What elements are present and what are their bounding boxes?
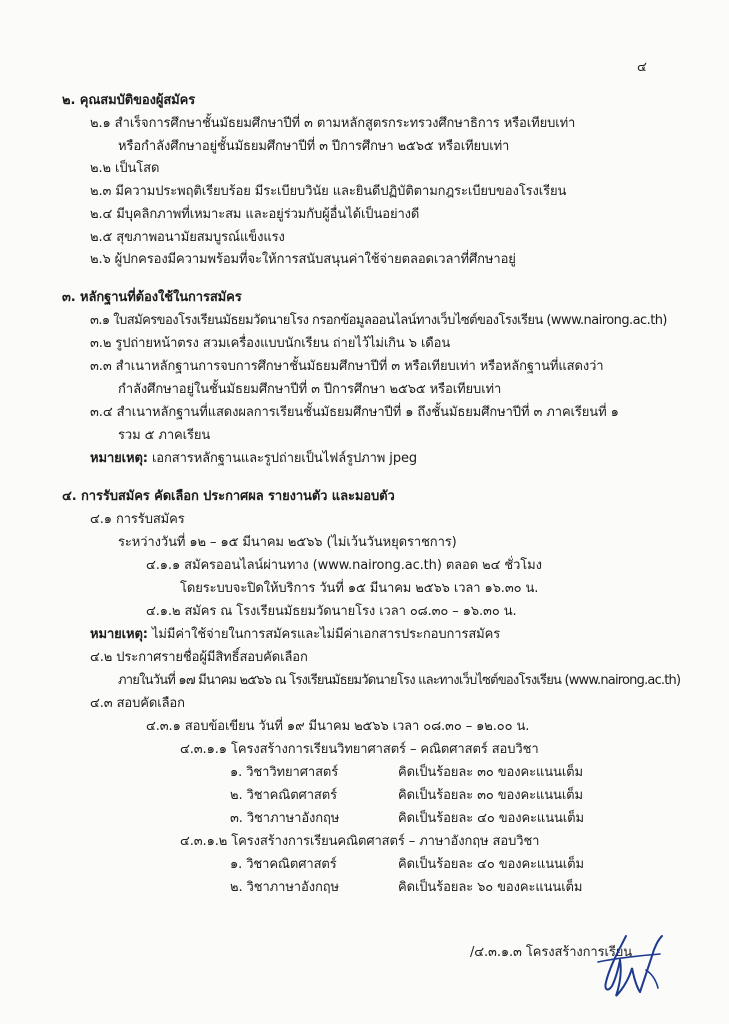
item-2-4: ๒.๔ มีบุคลิกภาพที่เหมาะสม และอยู่ร่วมกับผู้อื่นได้เป็นอย่างดี [90,207,420,222]
continuation-marker: /๔.๓.๑.๓ โครงสร้างการเรียน [470,945,633,960]
item-4-1-1-line1: ๔.๑.๑ สมัครออนไลน์ผ่านทาง (www.nairong.ac.th) ตลอด ๒๔ ชั่วโมง [146,558,542,573]
section-3-note [90,451,417,467]
item-4-2-text: ภายในวันที่ ๑๗ มีนาคม ๒๕๖๖ ณ โรงเรียนมัธยมวัดนายโรง และทางเว็บไซต์ของโรงเรียน (www.nairong.ac.th) [118,673,681,688]
program-2-title: ๔.๓.๑.๒ โครงสร้างการเรียนคณิตศาสตร์ – ภาษาอังกฤษ สอบวิชา [180,834,540,849]
item-2-5: ๒.๕ สุขภาพอนามัยสมบูรณ์แข็งแรง [90,230,285,245]
item-2-2: ๒.๒ เป็นโสด [90,161,160,176]
program-1-weight: คิดเป็นร้อยละ ๓๐ ของคะแนนเต็ม [398,765,583,780]
note-label: หมายเหตุ: [90,627,148,642]
item-3-3-line2: กำลังศึกษาอยู่ในชั้นมัธยมศึกษาปีที่ ๓ ปีการศึกษา ๒๕๖๕ หรือเทียบเท่า [118,382,502,397]
program-1-subject: ๑. วิชาวิทยาศาสตร์ [230,765,339,780]
section-2-heading: ๒. คุณสมบัติของผู้สมัคร [62,93,196,108]
item-4-3: ๔.๓ สอบคัดเลือก [90,696,185,711]
program-1-title: ๔.๓.๑.๑ โครงสร้างการเรียนวิทยาศาสตร์ – คณิตศาสตร์ สอบวิชา [180,742,539,757]
item-4-2: ๔.๒ ประกาศรายชื่อผู้มีสิทธิ์สอบคัดเลือก [90,650,308,665]
program-2-subject: ๑. วิชาคณิตศาสตร์ [230,857,337,872]
section-4-note [90,627,500,643]
item-3-4-line2: รวม ๕ ภาคเรียน [118,428,211,443]
program-1-subject: ๒. วิชาคณิตศาสตร์ [230,788,337,803]
item-3-2: ๓.๒ รูปถ่ายหน้าตรง สวมเครื่องแบบนักเรียน ถ่ายไว้ไม่เกิน ๖ เดือน [90,336,451,351]
item-4-1-period: ระหว่างวันที่ ๑๒ – ๑๕ มีนาคม ๒๕๖๖ (ไม่เว้นวันหยุดราชการ) [118,535,457,550]
item-3-3-line1: ๓.๓ สำเนาหลักฐานการจบการศึกษาชั้นมัธยมศึกษาปีที่ ๓ หรือเทียบเท่า หรือหลักฐานที่แสดงว่า [90,359,604,374]
note-text: เอกสารหลักฐานและรูปถ่ายเป็นไฟล์รูปภาพ jpeg [147,451,418,466]
section-3-heading: ๓. หลักฐานที่ต้องใช้ในการสมัคร [62,290,242,305]
program-1-weight: คิดเป็นร้อยละ ๔๐ ของคะแนนเต็ม [398,811,584,826]
signature [596,930,676,1010]
item-3-4-line1: ๓.๔ สำเนาหลักฐานที่แสดงผลการเรียนชั้นมัธยมศึกษาปีที่ ๑ ถึงชั้นมัธยมศึกษาปีที่ ๓ ภาคเรียนที่ ๑ [90,405,619,420]
program-1-subject: ๓. วิชาภาษาอังกฤษ [230,811,340,826]
item-4-3-1: ๔.๓.๑ สอบข้อเขียน วันที่ ๑๙ มีนาคม ๒๕๖๖ เวลา ๐๘.๓๐ – ๑๒.๐๐ น. [146,719,530,734]
program-1-weight: คิดเป็นร้อยละ ๓๐ ของคะแนนเต็ม [398,788,583,803]
item-4-1: ๔.๑ การรับสมัคร [90,512,185,527]
item-4-1-1-line2: โดยระบบจะปิดให้บริการ วันที่ ๑๕ มีนาคม ๒๕๖๖ เวลา ๑๖.๓๐ น. [180,581,539,596]
item-4-1-2: ๔.๑.๒ สมัคร ณ โรงเรียนมัธยมวัดนายโรง เวลา ๐๘.๓๐ – ๑๖.๓๐ น. [146,604,517,619]
page-number: ๔ [637,60,647,75]
item-2-6: ๒.๖ ผู้ปกครองมีความพร้อมที่จะให้การสนับสนุนค่าใช้จ่ายตลอดเวลาที่ศึกษาอยู่ [90,252,516,267]
item-2-1-line2: หรือกำลังศึกษาอยู่ชั้นมัธยมศึกษาปีที่ ๓ ปีการศึกษา ๒๕๖๕ หรือเทียบเท่า [118,139,510,154]
note-text: ไม่มีค่าใช้จ่ายในการสมัครและไม่มีค่าเอกสารประกอบการสมัคร [147,627,501,642]
item-2-1-line1: ๒.๑ สำเร็จการศึกษาชั้นมัธยมศึกษาปีที่ ๓ ตามหลักสูตรกระทรวงศึกษาธิการ หรือเทียบเท่า [90,116,576,131]
program-2-weight: คิดเป็นร้อยละ ๔๐ ของคะแนนเต็ม [398,857,584,872]
section-4-heading: ๔. การรับสมัคร คัดเลือก ประกาศผล รายงานตัว และมอบตัว [62,489,395,504]
item-3-1: ๓.๑ ใบสมัครของโรงเรียนมัธยมวัดนายโรง กรอกข้อมูลออนไลน์ทางเว็บไซต์ของโรงเรียน (www.nairong.ac.th) [90,313,667,328]
program-2-weight: คิดเป็นร้อยละ ๖๐ ของคะแนนเต็ม [398,880,583,895]
item-2-3: ๒.๓ มีความประพฤติเรียบร้อย มีระเบียบวินัย และยินดีปฏิบัติตามกฎระเบียบของโรงเรียน [90,184,567,199]
note-label: หมายเหตุ: [90,451,148,466]
program-2-subject: ๒. วิชาภาษาอังกฤษ [230,880,339,895]
